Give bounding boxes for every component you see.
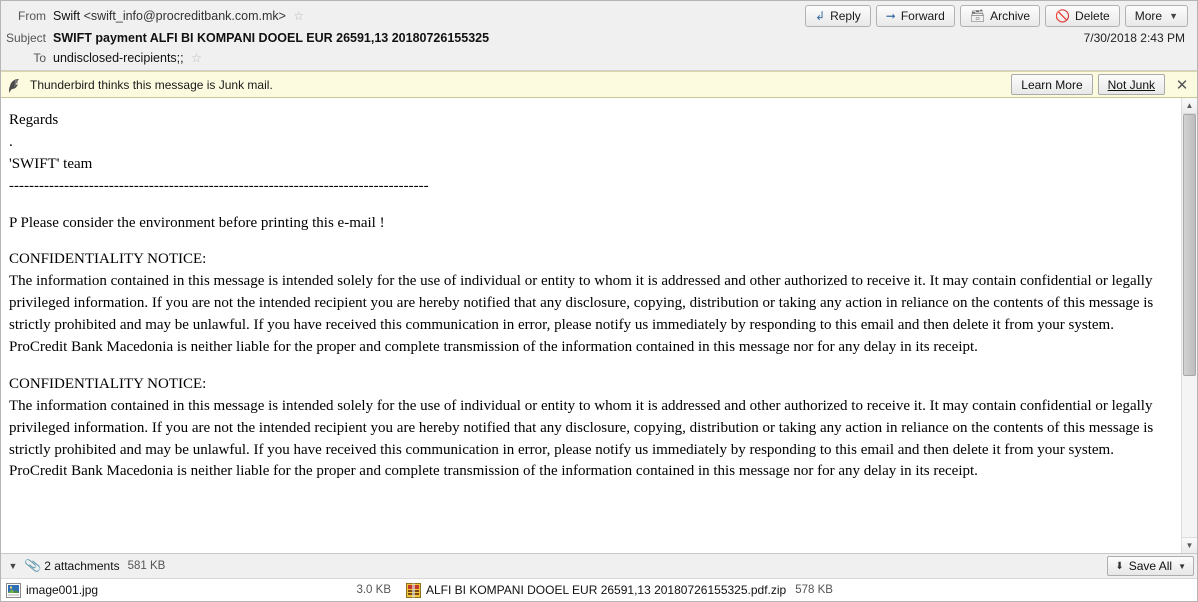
header-row-from (1, 4, 1197, 28)
body-line-team: 'SWIFT' team (9, 155, 93, 172)
delete-prohibit-icon: 🚫 (1055, 9, 1071, 23)
sender-address: <swift_info@procreditbank.com.mk> (83, 8, 286, 23)
reply-button[interactable] (805, 5, 871, 27)
body-line-regards: Regards (9, 112, 59, 128)
scrollbar-thumb[interactable] (1183, 114, 1196, 376)
junk-notification-bar (1, 71, 1197, 98)
body-blank-1 (9, 198, 1167, 213)
attachment-bar (1, 553, 1197, 578)
confidentiality-title-2: CONFIDENTIALITY NOTICE: (9, 375, 207, 392)
scrollbar-track[interactable] (1182, 114, 1197, 537)
body-line-dot: . (9, 133, 13, 150)
chevron-down-icon-attachments[interactable]: ▼ (8, 561, 18, 571)
attachment-name: ALFI BI KOMPANI DOOEL EUR 26591,13 20180726155325.pdf.zip (426, 583, 787, 597)
message-toolbar (805, 5, 1193, 27)
save-all-button[interactable] (1107, 556, 1194, 576)
sender-name: Swift (53, 8, 81, 23)
zip-file-icon (406, 583, 421, 598)
close-icon[interactable]: ✕ (1175, 76, 1189, 94)
archive-label: Archive (990, 9, 1031, 23)
confidentiality-body-2: The information contained in this message is intended solely for the use of individual or entity to whom it is addressed and other authorized to receive it. It may contain confidential or legally privileged information. If you are not the intended recipient you are hereby notified that any disclosure, copying, distribution or taking any action in reliance on the contents of this message is strictly prohibited and may be unlawful. If you have received this communication in error, please notify us immediately by responding to this email and then delete it from your system. ProCredit Bank Macedonia is neither liable for the proper and complete transmission of the information contained in this message nor for any delay in its receipt. (9, 397, 1154, 480)
body-blank-2 (9, 234, 1167, 249)
list-item[interactable] (1, 579, 401, 601)
junk-thunderbird-icon (7, 77, 23, 93)
star-icon-recipient[interactable]: ☆ (191, 51, 202, 66)
scroll-up-arrow-icon[interactable]: ▲ (1182, 98, 1197, 114)
delete-label: Delete (1075, 9, 1110, 23)
list-item[interactable] (401, 579, 1197, 601)
subject-text: SWIFT payment ALFI BI KOMPANI DOOEL EUR 26591,13 20180726155325 (53, 31, 490, 45)
star-icon[interactable]: ☆ (293, 9, 305, 24)
attachment-size: 578 KB (795, 584, 833, 596)
attachment-count: 2 attachments (44, 559, 120, 573)
learn-more-button[interactable] (1011, 74, 1092, 95)
more-button[interactable] (1125, 5, 1188, 27)
reply-arrow-icon: ↲ (815, 9, 826, 23)
learn-more-label: Learn More (1021, 77, 1083, 92)
not-junk-button[interactable] (1098, 74, 1165, 95)
attachment-list (1, 578, 1197, 601)
header-row-to (1, 48, 1197, 68)
recipient[interactable] (53, 51, 202, 66)
message-header (1, 1, 1197, 71)
forward-label: Forward (900, 9, 945, 23)
subject-label: Subject (5, 31, 46, 45)
body-divider: ------------------------------------------------------------------------------------ (9, 177, 429, 194)
message-content[interactable] (1, 98, 1181, 553)
more-label: More (1134, 9, 1163, 23)
attachment-total-size: 581 KB (127, 560, 166, 572)
paperclip-icon: 📎 (23, 556, 43, 575)
forward-button[interactable] (876, 5, 955, 27)
chevron-down-icon-save-all: ▼ (1178, 561, 1186, 571)
forward-arrow-icon: ➞ (885, 9, 896, 23)
body-line-environment: P Please consider the environment before printing this e-mail ! (9, 214, 385, 231)
delete-button[interactable] (1045, 5, 1120, 27)
scroll-down-arrow-icon[interactable]: ▼ (1182, 537, 1197, 553)
to-label: To (33, 51, 46, 65)
image-file-icon (6, 583, 21, 598)
download-icon: ⬇ (1115, 560, 1124, 572)
header-row-subject (1, 28, 1197, 48)
reply-label: Reply (830, 9, 861, 23)
sender[interactable] (53, 9, 304, 24)
recipient-text: undisclosed-recipients;; (53, 50, 184, 65)
archive-button[interactable] (960, 5, 1040, 27)
archive-box-icon: 🗃 (969, 9, 986, 23)
message-body-area (1, 98, 1197, 553)
attachment-name: image001.jpg (26, 583, 99, 597)
junk-message: Thunderbird thinks this message is Junk mail. (30, 77, 273, 92)
vertical-scrollbar[interactable] (1181, 98, 1197, 553)
from-label: From (18, 9, 46, 23)
save-all-label: Save All (1128, 559, 1173, 573)
not-junk-label: Not Junk (1107, 77, 1155, 92)
confidentiality-title-1: CONFIDENTIALITY NOTICE: (9, 251, 207, 268)
chevron-down-icon: ▼ (1169, 11, 1178, 21)
body-blank-3 (9, 359, 1167, 374)
confidentiality-body-1: The information contained in this message is intended solely for the use of individual or entity to whom it is addressed and other authorized to receive it. It may contain confidential or legally privileged information. If you are not the intended recipient you are hereby notified that any disclosure, copying, distribution or taking any action in reliance on the contents of this message is strictly prohibited and may be unlawful. If you have received this communication in error, please notify us immediately by responding to this email and then delete it from your system. ProCredit Bank Macedonia is neither liable for the proper and complete transmission of the information contained in this message nor for any delay in its receipt. (9, 273, 1154, 356)
attachment-size: 3.0 KB (356, 584, 391, 596)
message-timestamp: 7/30/2018 2:43 PM (1083, 31, 1185, 45)
